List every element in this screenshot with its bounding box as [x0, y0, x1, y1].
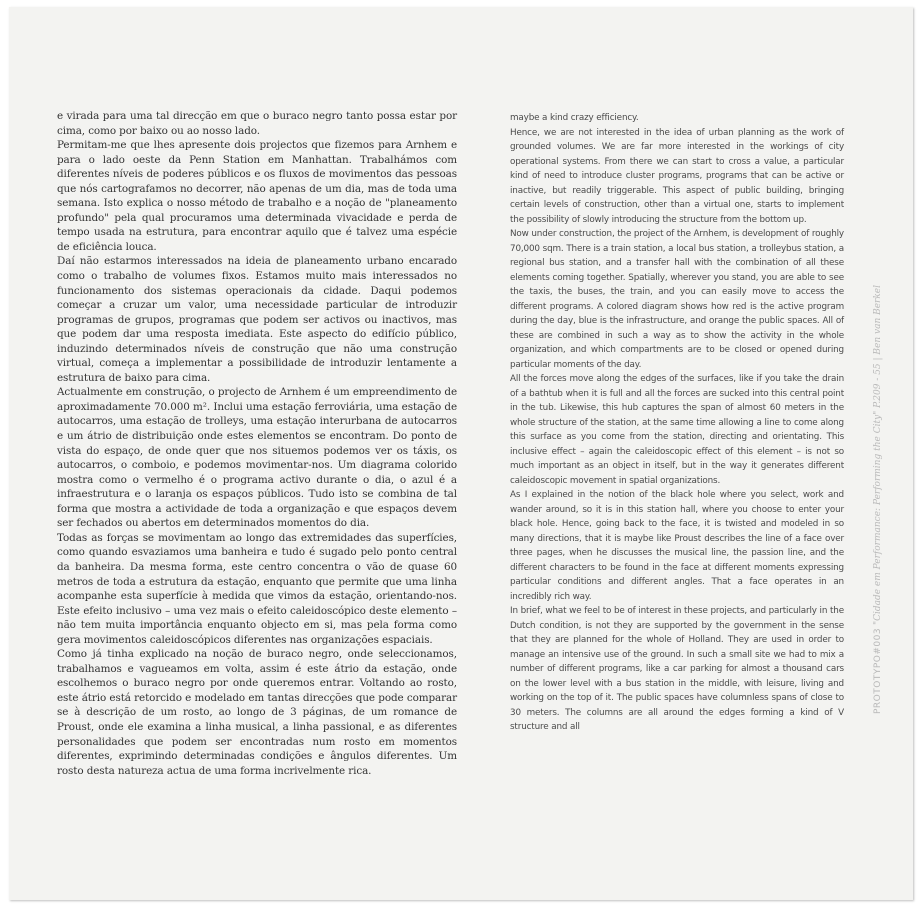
paragraph-pt-1: e virada para uma tal direcção em que o buraco negro tanto possa estar por cima, como por baixo ou ao nosso lado.	[57, 110, 457, 137]
running-header-vertical	[873, 285, 883, 714]
paragraph-pt-6: Como já tinha explicado na noção de buraco negro, onde seleccionamos, trabalhamos e vagueamos em volta, assim é este átrio da estação, onde escolhemos o buraco negro por onde queremos entrar. Voltando ao rosto, este átrio está retorcido e modelado em tantas direcções que pode comparar se à descrição de um rosto, ao longo de 3 páginas, de um romance de Proust, onde ele examina a linha musical, a linha passional, e as diferentes personalidades que podem ser encontradas num rosto em momentos diferentes, exprimindo determinadas condições e ângulos diferentes. Um rosto desta natureza actua de uma forma incrivelmente rica.	[57, 648, 457, 777]
paragraph-en-1: maybe a kind crazy efficiency.	[510, 113, 639, 123]
paragraph-pt-2: Permitam-me que lhes apresente dois projectos que fizemos para Arnhem e para o lado oeste da Penn Station em Manhattan. Trabalhámos com diferentes níveis de poderes públicos e os fluxos de movimentos das pessoas que nós cartografamos no decorrer, não apenas de um dia, mas de toda uma semana. Isto explica o nosso método de trabalho e a noção de "planeamento profundo" pela qual procuramos uma determinada vivacidade e perda de tempo usada na estrutura, para encontrar aquilo que é talvez uma espécie de eficiência louca.	[57, 139, 457, 253]
paragraph-en-2: Hence, we are not interested in the idea of urban planning as the work of grounded volumes. We are far more interested in the workings of city operational systems. From there we can start to cross a value, a particular kind of need to introduce cluster programs, programs that can be active or inactive, but readily triggerable. This aspect of public building, bringing certain levels of construction, other than a virtual one, starts to implement the possibility of slowly introducing the structure from the bottom up.	[510, 127, 844, 225]
paragraph-pt-4: Actualmente em construção, o projecto de Arnhem é um empreendimento de aproximadamente 70.000 m². Inclui uma estação ferroviária, uma estação de autocarros, uma estação de trolleys, uma estação interurbana de autocarros e um átrio de distribuição onde estes elementos se encontram. Do ponto de vista do espaço, de onde quer que nos situemos podemos ver os táxis, os autocarros, o comboio, e podemos movimentar-nos. Um diagrama colorido mostra como o vermelho é o programa activo durante o dia, o azul é a infraestrutura e o laranja os espaços públicos. Tudo isto se combina de tal forma que mostra a actividade de toda a organização e que espaços devem ser fechados ou abertos em determinados momentos do dia.	[57, 386, 457, 530]
paragraph-en-5: As I explained in the notion of the black hole where you select, work and wander around, so it is in this station hall, where you choose to enter your black hole. Hence, going back to the face, it is twisted and modeled in so many directions, that it is maybe like Proust describes the line of a face over three pages, when he discusses the musical line, the passion line, and the different characters to be found in the face at different moments expressing particular conditions and different angles. That a face operates in an incredibly rich way.	[510, 490, 844, 602]
paragraph-en-4: All the forces move along the edges of the surfaces, like if you take the drain of a bathtub when it is full and all the forces are sucked into this central point in the tub. Likewise, this hub captures the span of almost 60 meters in the whole structure of the station, at the same time allowing a line to come along this surface as you come from the station, directing and orientating. This inclusive effect – again the caleidoscopic effect of this element – is not so much important as an object in itself, but in the way it generates different caleidoscopic movement in spatial organizations.	[510, 374, 844, 486]
paragraph-en-6: In brief, what we feel to be of interest in these projects, and particularly in the Dutch condition, is not they are supported by the government in the sense that they are planned for the whole of Holland. They are used in order to manage an intensive use of the ground. In such a small site we had to mix a number of different programs, like a car parking for almost a thousand cars on the lower level with a bus station in the middle, with leisure, living and working on the top of it. The public spaces have columnless spans of close to 30 meters. The columns are all around the edges forming a kind of V structure and all	[510, 606, 844, 732]
publication-label: PROTOTYPO#003	[873, 627, 883, 714]
paragraph-en-3: Now under construction, the project of the Arnhem, is development of roughly 70,000 sqm. There is a train station, a local bus station, a trolleybus station, a regional bus station, and a transfer hall with the combination of all these elements coming together. Spatially, wherever you stand, you are able to see the taxis, the buses, the train, and you can easily move to access the different programs. A colored diagram shows how red is the active program during the day, blue is the infrastructure, and orange the public spaces. All of these are combined in such a way as to show the activity in the whole organization, and which compartments are to be closed or opened during particular moments of the day.	[510, 229, 844, 370]
paragraph-pt-3: Daí não estarmos interessados na ideia de planeamento urbano encarado como o trabalho de volumes fixos. Estamos muito mais interessados no funcionamento dos sistemas operacionais da cidade. Daqui podemos começar a cruzar um valor, uma necessidade particular de introduzir programas de grupos, programas que podem ser activos ou inactivos, mas que podem dar uma resposta imediata. Este aspecto do edifício público, induzindo determinados níveis de construção que não uma construção virtual, começa a implementar a possibilidade de introduzir lentamente a estrutura de baixo para cima.	[57, 255, 457, 384]
paragraph-pt-5: Todas as forças se movimentam ao longo das extremidades das superfícies, como quando esvaziamos uma banheira e tudo é sugado pelo ponto central da banheira. Da mesma forma, este centro concentra o vão de quase 60 metros de toda a estrutura da estação, enquanto que permite que uma linha acompanhe esta superfície à medida que vimos da estação, orientando-nos. Este efeito inclusivo – uma vez mais o efeito caleidoscópico deste elemento – não tem muita importância enquanto objecto em si, mas pela forma como gera movimentos caleidoscópicos diferentes nas organizações espaciais.	[57, 531, 457, 646]
book-page	[9, 7, 913, 900]
portuguese-text-column	[57, 109, 457, 778]
english-text-column	[510, 111, 844, 735]
citation-text: "Cidade em Performance: Performing the City" P.209 - 55 | Ben van Berkel	[873, 284, 883, 626]
